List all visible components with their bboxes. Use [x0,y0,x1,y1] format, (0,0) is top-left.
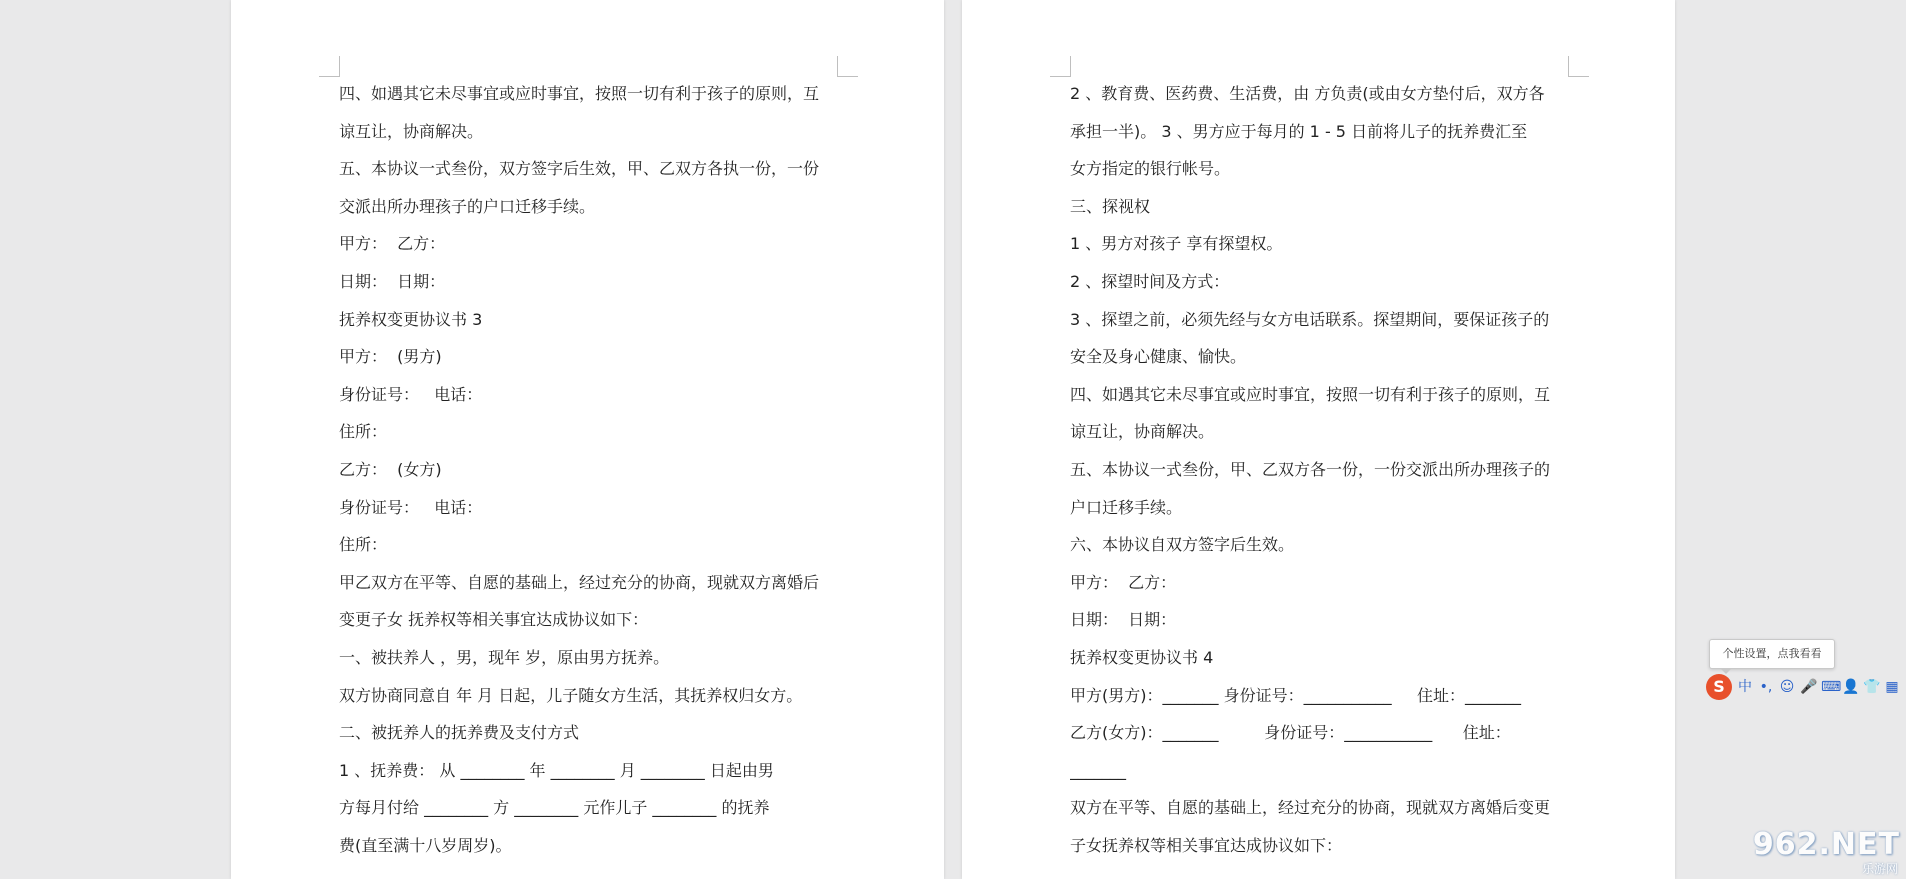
text-line: 2 、教育费、医药费、生活费，由 方负责(或由女方垫付后，双方各 [1070,84,1545,103]
text-line: 乙方： (女方) [339,459,442,479]
text-line: 甲乙双方在平等、自愿的基础上，经过充分的协商，现就双方离婚后 [339,572,820,592]
page-text-left[interactable] [339,75,879,864]
text-line: 承担一半)。 3 、男方应于每月的 1 - 5 日前将儿子的抚养费汇至 [1070,121,1528,141]
user-icon[interactable]: 👤 [1842,679,1860,695]
text-line: 身份证号： 电话： [339,384,483,404]
text-line: 谅互让，协商解决。 [339,121,484,141]
text-line: 乙方(女方)：_______ 身份证号：___________ 住址： [1070,723,1511,743]
chinese-mode-icon[interactable]: 中 [1738,679,1752,695]
text-line: 二、被抚养人的抚养费及支付方式 [339,723,580,743]
text-line: 甲方： 乙方： [339,234,446,254]
text-line: 日期： 日期： [1070,610,1177,630]
text-line: 户口迁移手续。 [1070,497,1183,517]
margin-corner-top-left [1050,56,1071,77]
watermark-logo: 962.NET [1752,827,1900,862]
text-line: 一、被扶养人 ，男，现年 岁，原由男方抚养。 [339,647,670,667]
text-line: 变更子女 抚养权等相关事宜达成协议如下： [339,610,649,630]
text-line: 日期： 日期： [339,271,446,291]
emoji-icon[interactable]: ☺ [1779,679,1795,695]
text-line: 甲方(男方)：_______ 身份证号：___________ 住址：_______ [1070,685,1522,705]
text-line: 双方在平等、自愿的基础上，经过充分的协商，现就双方离婚后变更 [1070,798,1551,818]
document-page-left [231,0,944,879]
text-line: 费(直至满十八岁周岁)。 [339,835,512,855]
text-line: _______ [1070,760,1126,780]
watermark [1752,827,1900,876]
text-line: 2 、探望时间及方式： [1070,271,1230,291]
text-line: 六、本协议自双方签字后生效。 [1070,535,1295,555]
text-line: 交派出所办理孩子的户口迁移手续。 [339,196,596,216]
text-line: 双方协商同意自 年 月 日起，儿子随女方生活，其抚养权归女方。 [339,685,803,705]
watermark-subtitle: 乐游网 [1861,862,1898,876]
text-line: 女方指定的银行帐号。 [1070,159,1231,179]
text-line: 抚养权变更协议书 3 [339,309,483,329]
text-line: 抚养权变更协议书 4 [1070,647,1214,667]
margin-corner-top-right [1568,56,1589,77]
text-line: 甲方： 乙方： [1070,572,1177,592]
text-line: 安全及身心健康、愉快。 [1070,347,1247,367]
text-line: 方每月付给 ________ 方 ________ 元作儿子 ________ 的抚养 [339,798,770,818]
text-line: 1 、抚养费： 从 ________ 年 ________ 月 ________ 日起由男 [339,760,774,780]
text-line: 1 、男方对孩子 享有探望权。 [1070,234,1283,254]
text-line: 五、本协议一式叁份，双方签字后生效，甲、乙双方各执一份，一份 [339,159,820,179]
margin-corner-top-right [837,56,858,77]
skin-icon[interactable]: 👕 [1863,679,1881,695]
text-line: 四、如遇其它未尽事宜或应时事宜，按照一切有利于孩子的原则，互 [339,84,820,103]
text-line: 住所： [339,422,388,442]
page-text-right[interactable] [1070,75,1590,864]
text-line: 甲方： (男方) [339,347,442,367]
sogou-logo-icon[interactable]: S [1706,674,1732,700]
text-line: 五、本协议一式叁份，甲、乙双方各一份，一份交派出所办理孩子的 [1070,459,1551,479]
punctuation-icon[interactable]: •, [1759,679,1773,695]
keyboard-icon[interactable]: ⌨ [1821,679,1842,695]
text-line: 3 、探望之前，必须先经与女方电话联系。探望期间，要保证孩子的 [1070,309,1550,329]
text-line: 谅互让，协商解决。 [1070,422,1215,442]
text-line: 四、如遇其它未尽事宜或应时事宜，按照一切有利于孩子的原则，互 [1070,384,1551,404]
ime-toolbar [1706,674,1906,700]
microphone-icon[interactable]: 🎤 [1800,679,1818,695]
text-line: 三、探视权 [1070,196,1151,216]
ime-tooltip[interactable]: 个性设置，点我看看 [1709,639,1835,669]
text-line: 身份证号： 电话： [339,497,483,517]
text-line: 子女抚养权等相关事宜达成协议如下： [1070,835,1343,855]
margin-corner-top-left [319,56,340,77]
text-line: 住所： [339,535,388,555]
document-page-right [962,0,1675,879]
toolbox-icon[interactable]: ▦ [1885,679,1899,695]
